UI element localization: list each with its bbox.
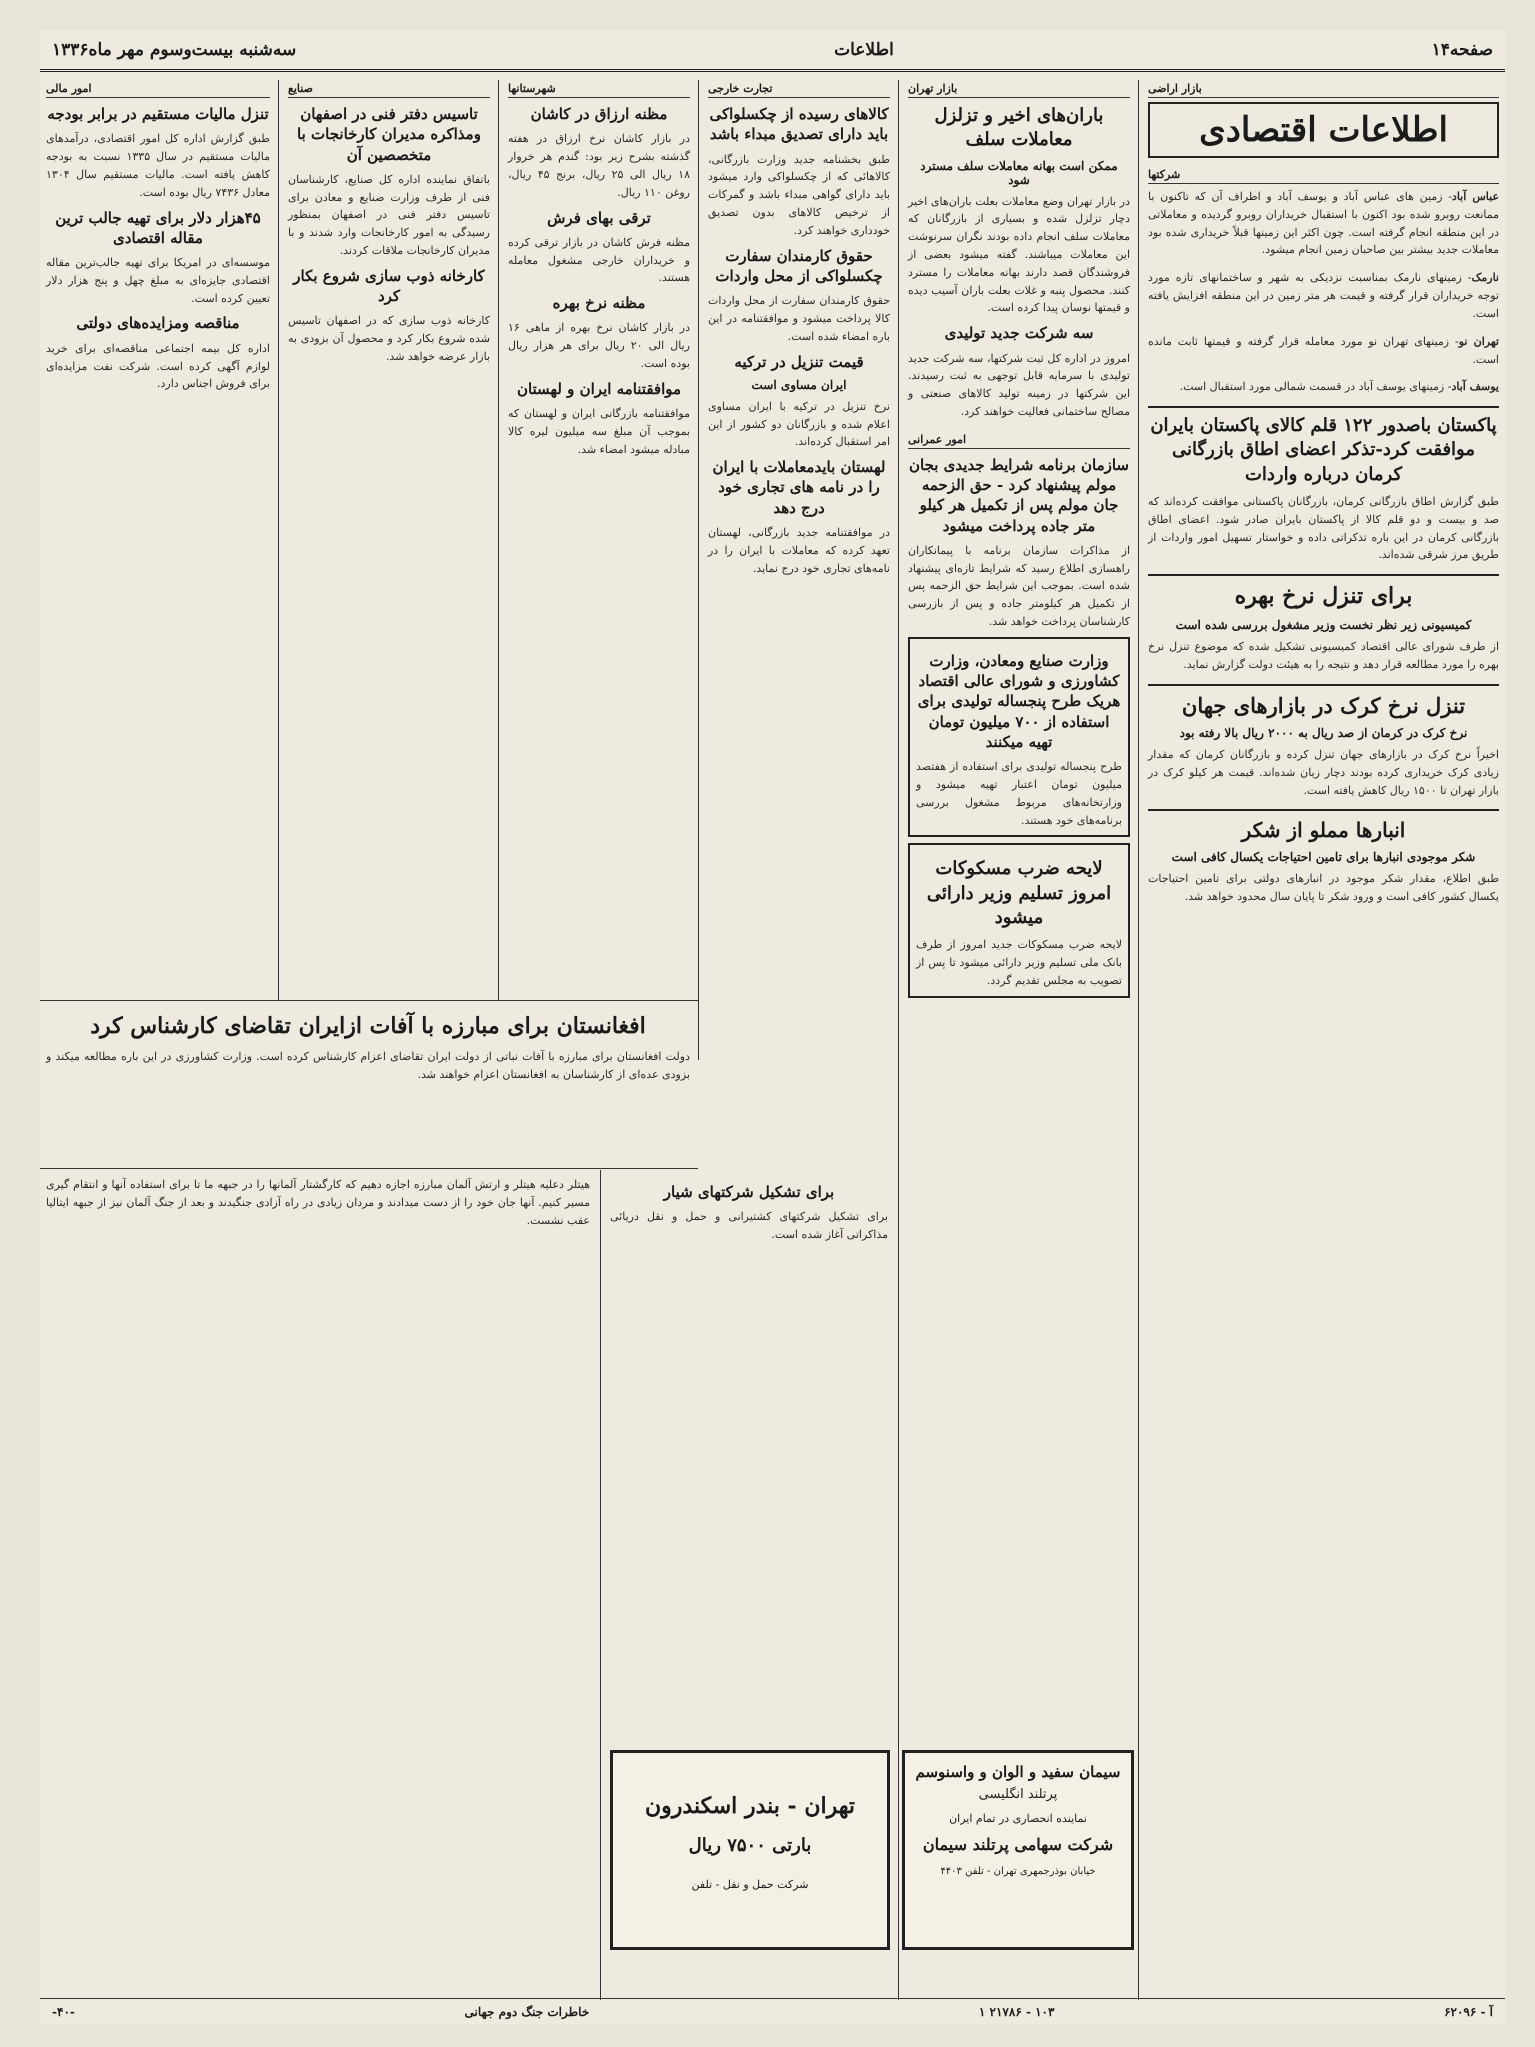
ad-cement-title: سیمان سفید و الوان و واسنوسم <box>915 1763 1121 1781</box>
article-body: در بازار کاشان نرخ بهره از ماهی ۱۶ ریال الی ۲۰ ریال برای هر هزار ریال بوده است. <box>508 321 690 371</box>
article-text <box>1148 378 1499 396</box>
section-label: بازار اراضی <box>1148 80 1499 98</box>
section-label: امور عمرانی <box>908 431 1130 449</box>
article-body: طبق اطلاع، مقدار شکر موجود در انبارهای دولتی برای تامین احتیاجات یکسال کشور کافی است و ورود شکر تا پایان سال محدود خواهد شد. <box>1148 872 1499 904</box>
article-body: اخیراً نرخ کرک در بازارهای جهان تنزل کرده و بازرگانان کرمان که مقدار زیادی کرک خریداری کرده بودند دچار زیان شده‌اند. قیمت هر کیلو کرک در بازار تهران تا ۱۵۰۰ ریال کاهش یافته است. <box>1148 747 1499 797</box>
column-rule <box>898 80 899 2000</box>
headline-carpet: ترقی بهای فرش <box>547 208 651 227</box>
section-label: امور مالی <box>46 80 270 98</box>
headline-afghanistan: افغانستان برای مبارزه با آفات ازایران تقاضای کارشناس کرد <box>90 1013 646 1039</box>
headline-embassy-salary: حقوق کارمندان سفارت چکسلواکی از محل واردات <box>715 246 883 285</box>
column-rule <box>600 1170 601 2000</box>
headline-stores: انبارها مملو از شکر <box>1241 818 1406 843</box>
newspaper-page <box>40 30 1505 2025</box>
column-foreign-trade <box>702 80 896 2000</box>
column-shipping <box>604 1176 894 1476</box>
headline-interest: برای تنزل نرخ بهره <box>1234 583 1413 610</box>
article-text <box>1148 333 1499 369</box>
article-body: طرح پنجساله تولیدی برای استفاده از هفتصد میلیون تومان اعتبار تهیه میشود و وزارتخانه‌های مربوط مشغول بررسی برنامه‌های خود هستند. <box>916 760 1122 827</box>
article-body: در بازار کاشان نرخ ارزاق در هفته گذشته بشرح زیر بود: گندم هر خروار ۱۸ ریال الی ۲۵ ریال، برنج ۴۵ ریال، روغن ۱۱۰ ریال. <box>508 132 690 199</box>
ad-route: تهران - بندر اسکندرون <box>645 1793 855 1819</box>
headline-isfahan-office: تاسیس دفتر فنی در اصفهان ومذاکره مدیران کارخانجات با متخصصین آن <box>297 105 481 164</box>
article-lead: یوسف آباد <box>1451 380 1499 394</box>
article-body: - زمینهای نارمک بمناسبت نزدیکی به شهر و ساختمانهای تازه مورد توجه خریداران قرار گرفته و قیمت هر متر زمین در این منطقه افزایش یافته است. <box>1148 271 1499 320</box>
ad-cement-note: نماینده انحصاری در تمام ایران <box>949 1812 1087 1825</box>
article-body: موافقتنامه بازرگانی ایران و لهستان که بموجب آن مبلغ سه میلیون لیره کالا مبادله میشود امضاء شد. <box>508 407 690 456</box>
subhead-caraway: نرخ کرک در کرمان از صد ریال به ۲۰۰۰ ریال بالا رفته بود <box>1179 725 1468 740</box>
headline-czech-goods: کالاهای رسیده از چکسلواکی باید دارای تصدیق مبداء باشد <box>709 105 889 144</box>
article-body: باتفاق نماینده اداره کل صنایع، کارشناسان فنی از طرف وزارت صنایع و معادن برای تاسیس دفتر فنی در اصفهان بمنظور رسیدگی به امور کارخانجات وارد شدند و با مدیران کارخانجات ملاقات کردند. <box>288 172 490 257</box>
article-body: دولت افغانستان برای مبارزه با آفات نباتی از دولت ایران تقاضای اعزام کارشناس کرده است. وزارت کشاورزی در این باره مطالعه میکند و بزودی عده‌ای از کارشناسان به افغانستان اعزام خواهند شد. <box>46 1049 690 1081</box>
headline-bazaar: باران‌های اخیر و تزلزل معاملات سلف <box>934 105 1104 151</box>
divider <box>1148 574 1499 576</box>
subhead-turkey-rate: ایران مساوی است <box>751 377 847 392</box>
article-body: کارخانه ذوب سازی که در اصفهان تاسیس شده شروع بکار کرد و محصول آن بزودی به بازار عرضه خواهد شد. <box>288 314 490 363</box>
section-label: بازار تهران <box>908 80 1130 98</box>
article-body: لایحه ضرب مسکوکات جدید امروز از طرف بانک ملی تسلیم وزیر دارائی میشود تا پس از تصویب به مجلس تقدیم گردد. <box>916 938 1122 987</box>
article-body: - زمینهای یوسف آباد در قسمت شمالی مورد استقبال است. <box>1179 380 1452 394</box>
headline-caraway: تنزل نرخ کرک در بازارهای جهان <box>1181 692 1466 718</box>
column-rule <box>498 80 499 1000</box>
article-body: - زمینهای تهران نو مورد معامله قرار گرفته و قیمتها ثابت مانده است. <box>1148 334 1499 366</box>
ad-note: شرکت حمل و نقل - تلفن <box>691 1878 809 1891</box>
article-text <box>1148 188 1499 259</box>
article-lead: عباس آباد <box>1451 190 1500 203</box>
subhead-interest: کمیسیونی زیر نظر نخست وزیر مشغول بررسی شده است <box>1175 617 1472 632</box>
ad-shipping-route <box>610 1750 890 1950</box>
headline-tenders: مناقصه ومزایده‌های دولتی <box>76 314 240 333</box>
ad-cement-company: شرکت سهامی پرتلند سیمان <box>922 1835 1114 1854</box>
article-lead: تهران نو <box>1458 334 1499 348</box>
section-label: شرکتها <box>1148 166 1499 184</box>
article-body: طبق گزارش اطاق بازرگانی کرمان، بازرگانان پاکستانی موافقت کرده‌اند که صد و بیست و دو قلم کالا از پاکستان بایران صادر شود. اعضای اطاق بازرگانی کرمان در این باره تذکراتی داده و خواستار تسهیل امور واردات از طریق مرز شرقی شده‌اند. <box>1148 495 1499 562</box>
article-body: امروز در اداره کل ثبت شرکتها، سه شرکت جدید تولیدی با سرمایه قابل توجهی به ثبت رسیدند. این شرکتها در زمینه تولید کالاهای صنعتی و مصالح ساختمانی فعالیت خواهند کرد. <box>908 351 1130 418</box>
subhead-stores: شکر موجودی انبارها برای تامین احتیاجات یکسال کافی است <box>1171 850 1476 865</box>
ad-cement-address: خیابان بوذرجمهری تهران - تلفن ۴۴۰۳ <box>940 1866 1096 1877</box>
column-memoir <box>40 1176 596 1966</box>
column-economic <box>1142 80 1505 2000</box>
article-body: از طرف شورای عالی اقتصاد کمیسیونی تشکیل شده که موضوع تنزل نرخ بهره را مورد مطالعه قرار دهد و نتیجه را به هیئت دولت گزارش نماید. <box>1148 639 1499 671</box>
page-number: صفحه۱۴ <box>1431 39 1493 60</box>
page-header <box>40 30 1505 72</box>
divider <box>1148 684 1499 686</box>
band-rule <box>40 1000 698 1001</box>
ad-cement-brand: پرتلند انگلیسی <box>978 1787 1058 1802</box>
article-body: طبق بخشنامه جدید وزارت بازرگانی، کالاهائی که از چکسلواکی وارد میشود باید دارای گواهی مبداء باشد و گمرکات از ترخیص کالاهای بدون تصدیق خودداری خواهند کرد. <box>708 152 890 237</box>
divider <box>1148 809 1499 811</box>
issue-date: سه‌شنبه بیست‌وسوم مهر ماه۱۳۳۶ <box>52 39 297 60</box>
headline-new-companies: سه شرکت جدید تولیدی <box>944 324 1094 343</box>
section-label: شهرستانها <box>508 80 690 98</box>
headline-kashan-rations: مظنه ارزاق در کاشان <box>530 105 668 123</box>
ad-code: ۱۰۳ - ۲۱۷۸۶ ۱ <box>978 2005 1055 2019</box>
article-body: برای تشکیل شرکتهای کشتیرانی و حمل و نقل دریائی مذاکراتی آغاز شده است. <box>610 1210 888 1242</box>
column-rule <box>278 80 279 1000</box>
article-body: هیتلر دعلیه هیتلر و ارتش آلمان مبارزه اجازه دهیم که کارگشتار آلمانها را در جبهه ما تا برای استفاده آنها و انتقام گیری مسیر کنیم. آنها جان خود را از دست میدادند و مردان زیادی در راه آزادی جنگیدند و بعد از جنگ آلمان نیز از جبهه ایتالیا عقب نشست. <box>46 1178 590 1227</box>
headline-article-prize: ۴۵هزار دلار برای تهیه جالب ترین مقاله اقتصادی <box>55 208 261 247</box>
column-rule <box>698 80 699 1060</box>
divider <box>1148 406 1499 408</box>
section-label: صنایع <box>288 80 490 98</box>
subhead-bazaar: ممکن است بهانه معاملات سلف مسترد شود <box>920 158 1118 187</box>
ad-price: بارتی ۷۵۰۰ ریال <box>688 1835 812 1856</box>
box-five-year-plan <box>908 637 1130 838</box>
article-body: در بازار تهران وضع معاملات بعلت باران‌های اخیر دچار تزلزل شده و بسیاری از بازرگانان که معاملات سلف انجام داده بودند نگران سرنوشت این معاملات میباشند. گفته میشود بعضی از فروشندگان قصد دارند بهانه معاملات را مسترد کنند. محصول پنبه و غلات بعلت باران آسیب دیده و قیمتها نوسان پیدا کرده است. <box>908 194 1130 315</box>
page-footer <box>40 1998 1505 2025</box>
column-provinces <box>502 80 696 1000</box>
headline-interest-rate: مظنه نرخ بهره <box>552 294 646 313</box>
memoir-title: خاطرات جنگ دوم جهانی <box>464 2005 590 2019</box>
article-body: طبق گزارش اداره کل امور اقتصادی، درآمدهای مالیات مستقیم در سال ۱۳۳۵ نسبت به بودجه کاهش یافته است. مالیات مستقیم سال ۱۳۰۴ معادل ۷۴۳۶ ریال بوده است. <box>46 132 270 199</box>
headline-poland-trade: لهستان بایدمعاملات با ایران را در نامه های تجاری خود درج دهد <box>712 458 886 517</box>
ad-code: آ - ۶۲۰۹۶ <box>1444 2005 1493 2019</box>
article-body: موسسه‌ای در امریکا برای تهیه جالب‌ترین مقاله اقتصادی جایزه‌ای به مبلغ چهل و پنج هزار دلار تعیین کرده است. <box>46 256 270 305</box>
paper-name: اطلاعات <box>834 39 894 60</box>
article-body: از مذاکرات سازمان برنامه با پیمانکاران راهسازی اطلاع رسید که شرایط تازه‌ای پیشنهاد شده است. بموجب این شرایط حق الزحمه پس از تکمیل هر کیلومتر جاده و پس از بازرسی کارشناسان پرداخت خواهد شد. <box>908 543 1130 629</box>
headline-five-year-plan: وزارت صنایع ومعادن، وزارت کشاورزی و شورای عالی اقتصاد هریک طرح پنجساله تولیدی برای استفاده از ۷۰۰ میلیون تومان تهیه میکنند <box>917 651 1121 751</box>
headline-coinage: لایحه ضرب مسکوکات امروز تسلیم وزیر دارائی میشود <box>926 858 1112 928</box>
column-rule <box>1138 80 1139 2000</box>
article-text <box>1148 269 1499 322</box>
column-bazaar <box>902 80 1136 2000</box>
section-label: تجارت خارجی <box>708 80 890 98</box>
article-body: مظنه فرش کاشان در بازار ترقی کرده و خریداران خارجی مشغول معامله هستند. <box>508 235 690 285</box>
article-body: حقوق کارمندان سفارت از محل واردات کالا پرداخت میشود و موافقتنامه در این باره امضاء شده است. <box>708 294 890 343</box>
band-afghanistan <box>40 1006 696 1166</box>
headline-pakistan: پاکستان باصدور ۱۲۲ قلم کالای پاکستان بایران موافقت کرد-تذکر اعضای اطاق بازرگانی کرمان درباره واردات <box>1150 415 1497 485</box>
article-body: در موافقتنامه جدید بازرگانی، لهستان تعهد کرده که معاملات با ایران را در نامه‌های تجاری خود درج نماید. <box>708 525 890 575</box>
article-body: نرخ تنزیل در ترکیه با ایران مساوی اعلام شده و بازرگانان دو کشور از این امر استقبال کرده‌اند. <box>708 399 890 449</box>
article-body: اداره کل بیمه اجتماعی مناقصه‌ای برای خرید لوازم آگهی کرده است. شرکت نفت مزایده‌ای برای فروش اجناس دارد. <box>46 341 270 391</box>
band-rule <box>40 1168 698 1169</box>
headline-direct-tax: تنزل مالیات مستقیم در برابر بودجه <box>47 105 269 123</box>
article-lead: نارمک <box>1471 271 1499 285</box>
headline-shipping: برای تشکیل شرکتهای شیار <box>663 1183 835 1201</box>
headline-iran-poland: موافقتنامه ایران و لهستان <box>516 379 682 398</box>
headline-smelter: کارخانه ‌ذوب ‌سازی شروع بکار کرد <box>293 266 485 306</box>
memoir-page: -۴۰- <box>52 2005 75 2019</box>
ad-cement <box>902 1750 1134 1950</box>
article-body: - زمین های عباس آباد و یوسف آباد و اطراف آن که تاکنون با ممانعت روبرو شده بود اکنون با استقبال خریداران روبرو گردیده و معاملاتی در این منطقه انجام گرفته است. چون اکثر این زمینها قبلاً خریداری شده بود معاملات جدید بیشتر بین صاحبان زمین انجام میشود. <box>1148 190 1499 257</box>
column-finance <box>40 80 276 1000</box>
column-industry <box>282 80 496 1000</box>
headline-turkey-rate: قیمت تنزیل در ترکیه <box>734 352 864 371</box>
box-coinage <box>908 843 1130 997</box>
masthead-economic: اطلاعات اقتصادی <box>1148 102 1499 158</box>
headline-plan-organization: سازمان برنامه شرایط جدیدی بجان مولم پیشنهاد کرد - حق الزحمه جان مولم پس از تکمیل هر کیلو متر جاده پرداخت میشود <box>909 455 1129 535</box>
